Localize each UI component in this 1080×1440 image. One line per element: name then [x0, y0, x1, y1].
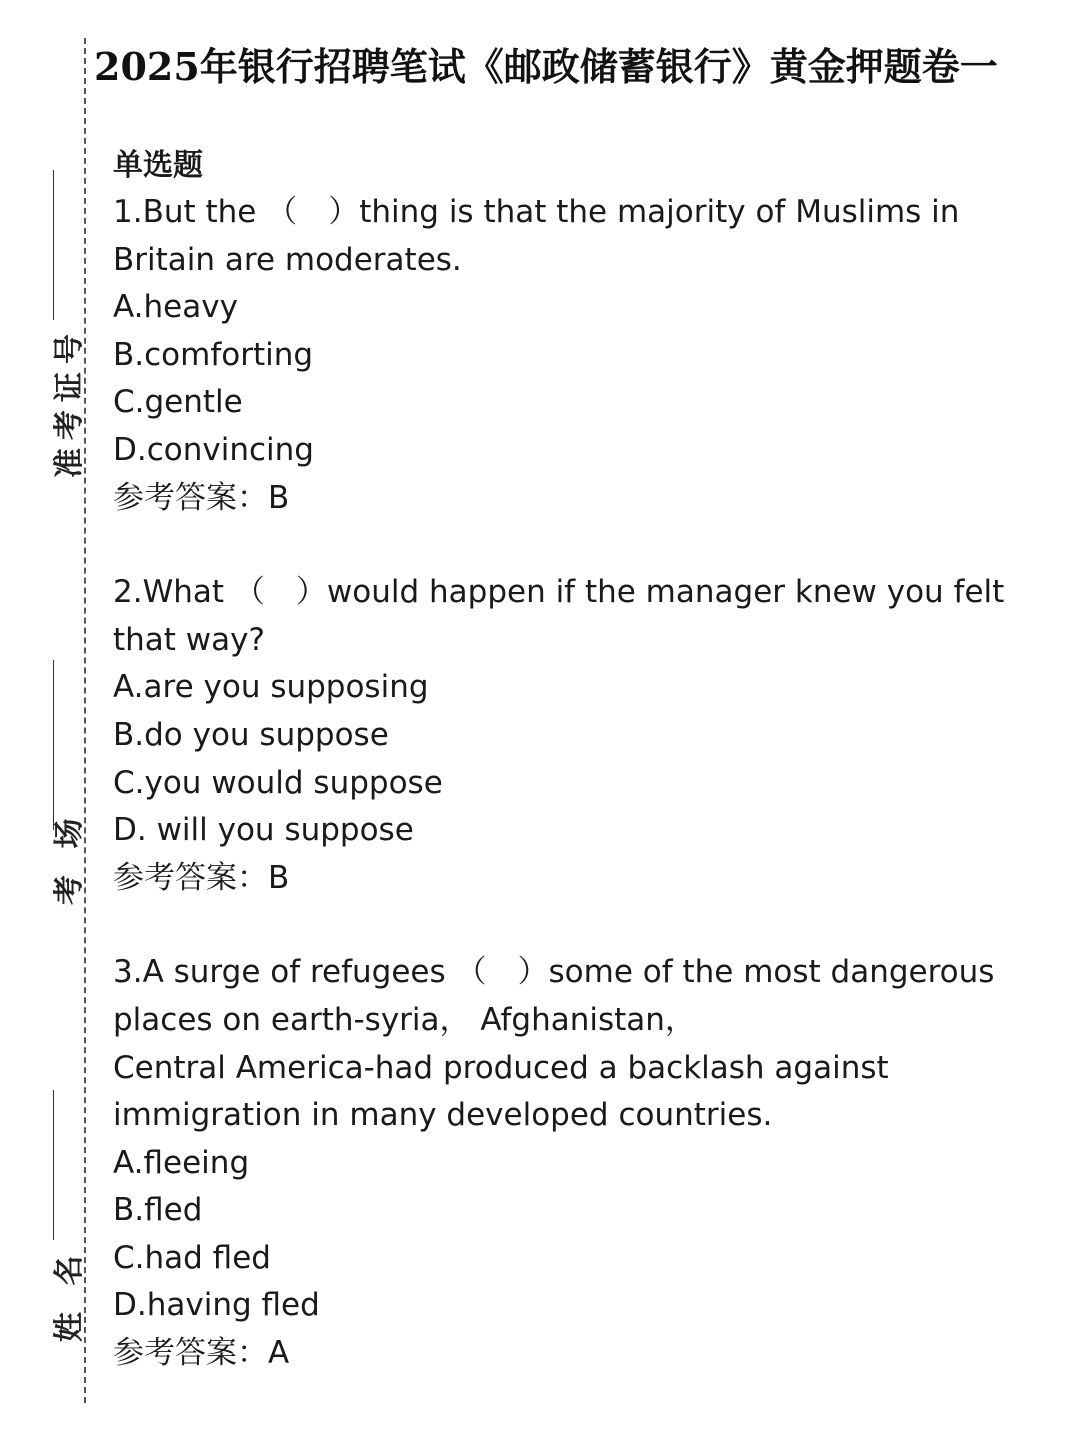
reference-answer: [113, 475, 1043, 523]
exam-room-label: 考 场: [52, 810, 87, 905]
question-3: [113, 949, 1043, 1377]
stem-line: that way?: [113, 621, 265, 658]
option-b: B.comforting: [113, 336, 314, 373]
stem-line: immigration in many developed countries.: [113, 1097, 773, 1134]
exam-room-underline: [53, 660, 54, 830]
option-c: C.you would suppose: [113, 764, 443, 801]
question-stem: [113, 189, 1043, 284]
option-a: A.heavy: [113, 289, 238, 326]
answer-value: A: [268, 1335, 290, 1372]
option-b: B.do you suppose: [113, 716, 389, 753]
option-a: A.fleeing: [113, 1144, 250, 1181]
exam-room-field: [22, 660, 87, 910]
answer-value: B: [268, 859, 290, 896]
stem-line: Britain are moderates.: [113, 241, 462, 278]
name-underline: [53, 1090, 54, 1240]
option-d: D. will you suppose: [113, 812, 414, 849]
exam-id-field: [22, 160, 87, 480]
answer-label: 参考答案：: [113, 859, 268, 896]
answer-label: 参考答案：: [113, 1335, 268, 1372]
question-stem: [113, 569, 1043, 664]
stem-line: 2.What （ ）would happen if the manager knew you felt: [113, 574, 1005, 611]
name-label: 姓 名: [52, 1247, 87, 1342]
option-c: C.gentle: [113, 384, 243, 421]
option-d: D.having fled: [113, 1287, 320, 1324]
reference-answer: [113, 1330, 1043, 1378]
reference-answer: [113, 855, 1043, 903]
question-stem: [113, 949, 1043, 1139]
option-b: B.fled: [113, 1192, 203, 1229]
option-d: D.convincing: [113, 431, 314, 468]
stem-line: 3.A surge of refugees （ ）some of the most dangerous: [113, 954, 995, 991]
stem-line: places on earth-syria， Afghanistan，: [113, 1001, 696, 1038]
name-field: [22, 1090, 87, 1350]
stem-line: 1.But the （ ）thing is that the majority of Muslims in: [113, 194, 960, 230]
exam-id-label: 准考证号: [52, 326, 87, 478]
stem-line: Central America-had produced a backlash against: [113, 1049, 889, 1086]
answer-label: 参考答案：: [113, 479, 268, 516]
exam-id-underline: [53, 170, 54, 320]
exam-content: [113, 143, 1043, 1425]
option-a: A.are you supposing: [113, 669, 429, 706]
option-c: C.had fled: [113, 1239, 271, 1276]
question-2: [113, 569, 1043, 902]
section-heading: 单选题: [113, 148, 203, 183]
answer-value: B: [268, 479, 290, 516]
binding-dashed-line: [84, 38, 86, 1403]
question-1: [113, 189, 1043, 522]
document-title: 2025年银行招聘笔试《邮政储蓄银行》黄金押题卷一: [94, 44, 998, 89]
